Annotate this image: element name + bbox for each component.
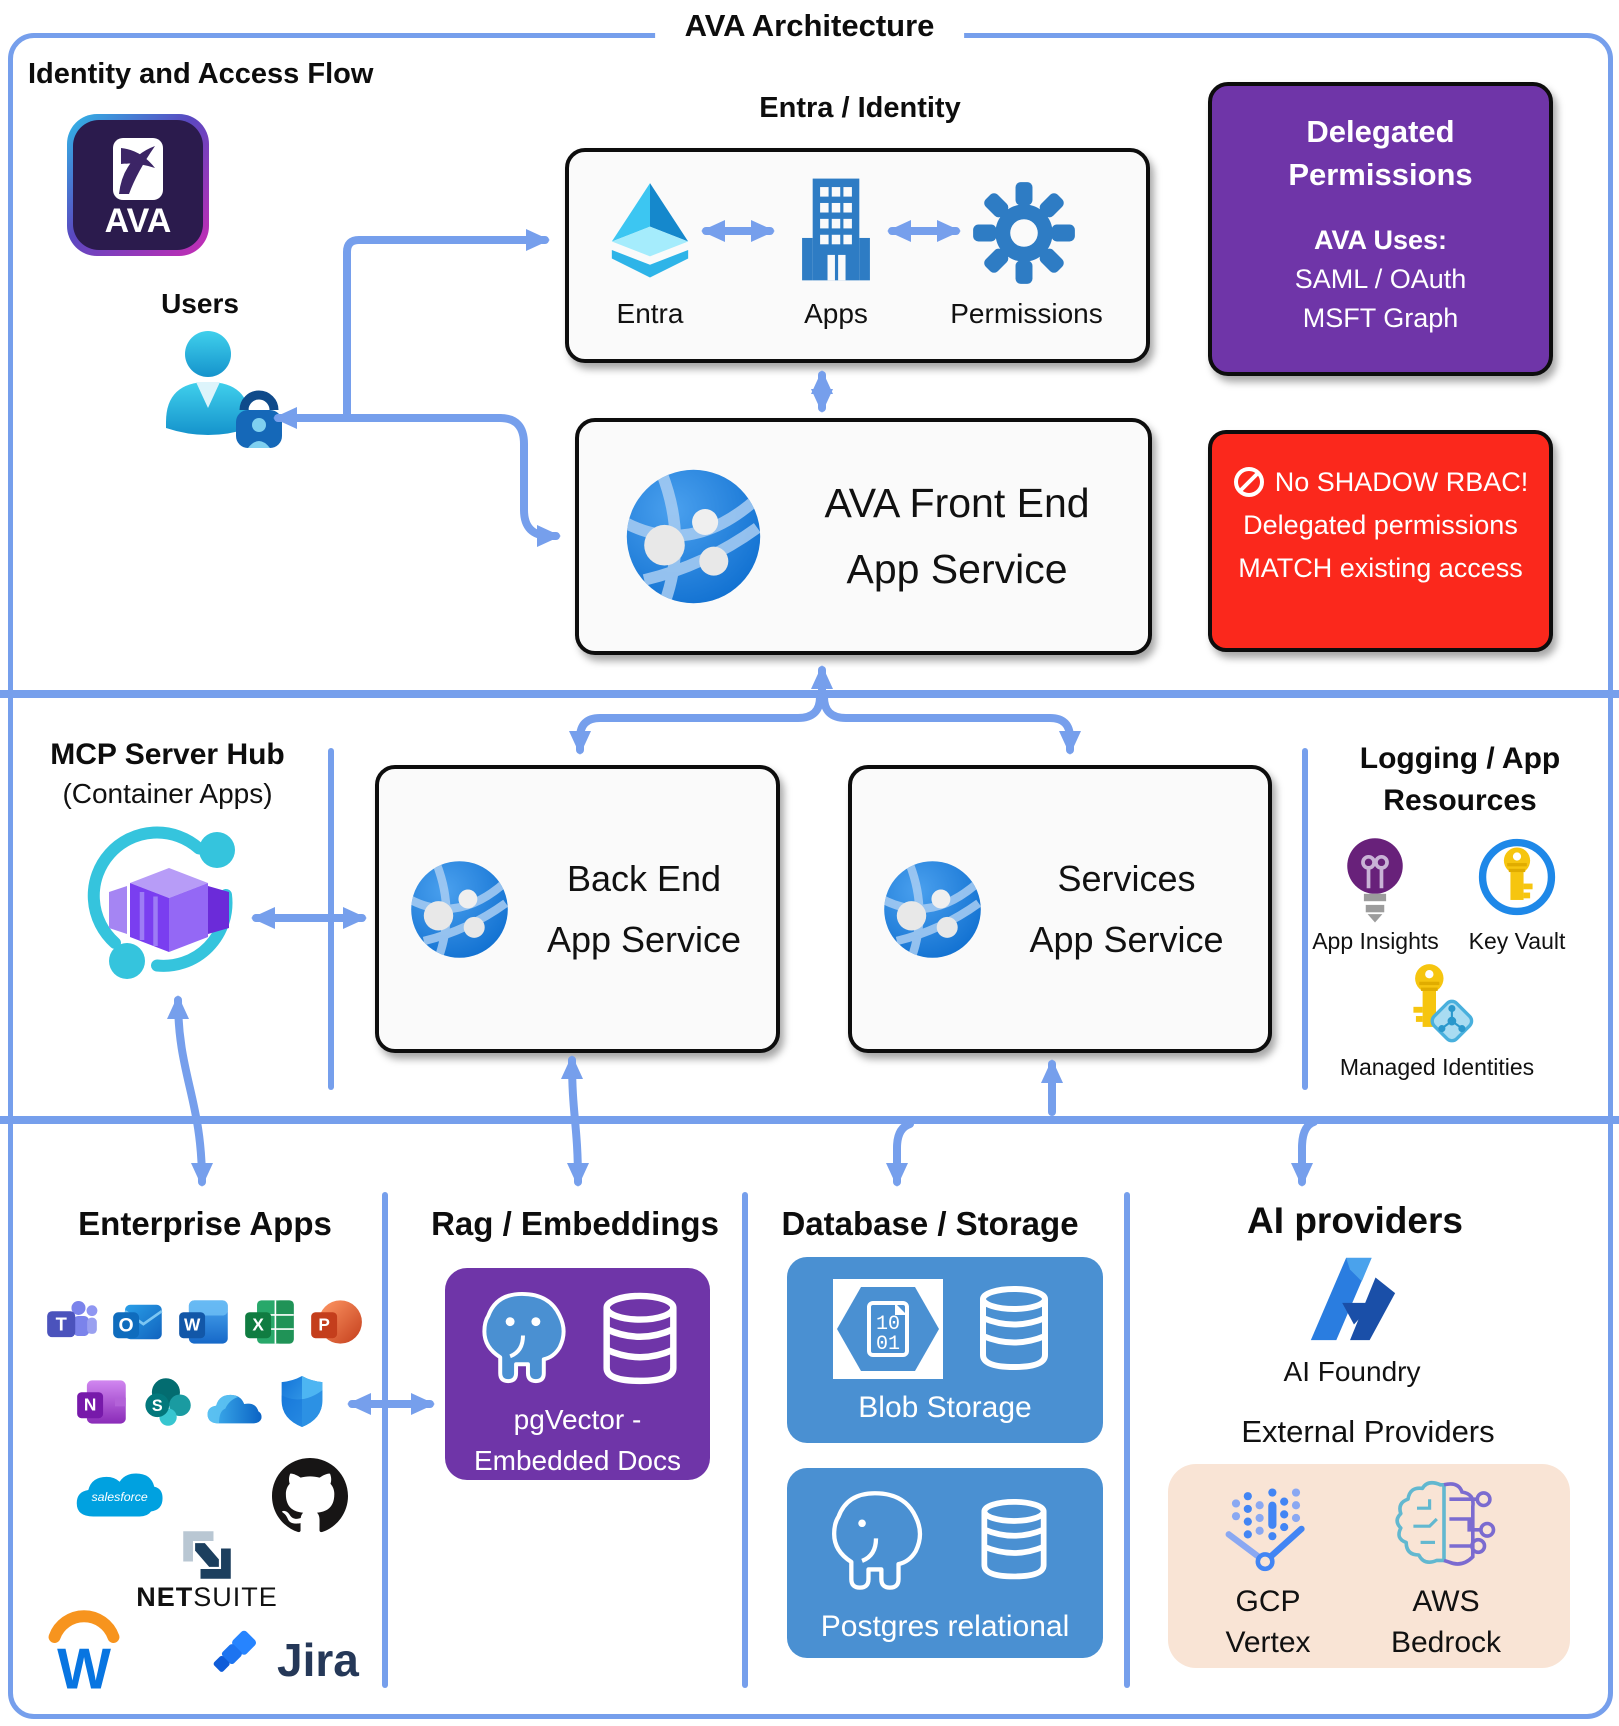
- apps-label: Apps: [804, 298, 868, 329]
- powerpoint-icon: [309, 1295, 363, 1349]
- app-service-icon: [621, 464, 766, 609]
- sharepoint-icon: [140, 1375, 194, 1429]
- workday-icon: [38, 1598, 130, 1698]
- delegated-permissions-box: [1208, 82, 1553, 376]
- app-service-icon: [407, 857, 512, 962]
- blob-icon: [833, 1279, 943, 1379]
- ava-logo: [63, 110, 213, 260]
- pgvector-line2: Embedded Docs: [473, 1444, 681, 1476]
- postgres-label: Postgres relational: [820, 1610, 1070, 1643]
- key-vault-icon: [1476, 836, 1558, 918]
- svg-text:T: T: [55, 1313, 67, 1335]
- separator-database-ai: [1124, 1192, 1130, 1688]
- enterprise-heading: Enterprise Apps: [78, 1205, 332, 1242]
- app-insights-icon: [1338, 832, 1412, 926]
- backend-box: [375, 765, 780, 1053]
- frontend-line2: App Service: [846, 545, 1068, 592]
- separator-rag-database: [742, 1192, 748, 1688]
- external-providers-box: [1168, 1464, 1570, 1668]
- svg-text:W: W: [57, 1637, 111, 1698]
- page-title: AVA Architecture: [655, 8, 965, 44]
- app-insights-label: App Insights: [1312, 928, 1439, 954]
- onenote-icon: [75, 1375, 129, 1429]
- entra-group-title: Entra / Identity: [759, 92, 961, 124]
- svg-text:X: X: [252, 1314, 264, 1335]
- pgvector-box: [445, 1268, 710, 1480]
- ai-foundry-label: AI Foundry: [1283, 1356, 1421, 1387]
- separator-logging: [1302, 748, 1308, 1090]
- managed-identities-icon: [1392, 960, 1480, 1052]
- teams-icon: [45, 1295, 99, 1349]
- jira-logo: [205, 1628, 359, 1692]
- excel-icon: [243, 1295, 297, 1349]
- netsuite-label: NETSUITE: [136, 1582, 278, 1612]
- delegated-line2: MSFT Graph: [1302, 302, 1459, 333]
- warning-line2: Delegated permissions: [1243, 510, 1518, 540]
- github-icon: [272, 1458, 348, 1534]
- services-box: [848, 765, 1272, 1053]
- lock-icon: [236, 395, 282, 448]
- gcp-label-line1: GCP: [1235, 1585, 1301, 1618]
- salesforce-icon: [68, 1462, 168, 1528]
- ai-foundry-icon: [1293, 1250, 1411, 1348]
- svg-text:10: 10: [875, 1313, 901, 1336]
- key-vault-label: Key Vault: [1468, 928, 1566, 954]
- backend-line2: App Service: [546, 919, 742, 960]
- outlook-icon: [111, 1295, 165, 1349]
- entra-icon: [597, 180, 703, 286]
- permissions-label: Permissions: [950, 298, 1103, 329]
- permissions-gear-icon: [971, 180, 1077, 286]
- postgres-outline-icon: [817, 1482, 935, 1600]
- container-apps-icon: [85, 818, 250, 990]
- mcp-heading: [25, 738, 310, 810]
- pgvector-line1: pgVector -: [513, 1404, 642, 1435]
- ava-logo-text: AVA: [104, 202, 172, 240]
- mcp-title: MCP Server Hub: [50, 738, 285, 771]
- logging-heading: [1315, 738, 1605, 822]
- logging-title-line1: Logging / App: [1359, 742, 1561, 775]
- warning-line3: MATCH existing access: [1238, 553, 1523, 583]
- onedrive-icon: [205, 1388, 265, 1428]
- aws-bedrock-icon: [1390, 1474, 1498, 1582]
- mcp-subtitle: (Container Apps): [62, 778, 273, 809]
- database-icon: [975, 1498, 1053, 1586]
- warning-box: [1208, 430, 1553, 652]
- blob-storage-box: [787, 1257, 1103, 1443]
- database-heading: Database / Storage: [781, 1205, 1079, 1242]
- defender-icon: [276, 1374, 328, 1430]
- services-line2: App Service: [1029, 919, 1224, 960]
- database-icon: [973, 1285, 1055, 1377]
- svg-text:O: O: [118, 1314, 134, 1337]
- divider-bottom: [0, 1116, 1619, 1124]
- ai-heading: AI providers: [1247, 1200, 1463, 1241]
- app-service-icon: [880, 857, 985, 962]
- delegated-title: Delegated Permissions: [1288, 114, 1473, 193]
- delegated-subtitle: AVA Uses:: [1313, 224, 1448, 255]
- svg-text:N: N: [83, 1394, 97, 1415]
- rag-heading: Rag / Embeddings: [431, 1205, 719, 1242]
- svg-text:S: S: [151, 1397, 163, 1416]
- separator-mcp: [328, 748, 334, 1090]
- backend-line1: Back End: [566, 857, 722, 899]
- database-icon: [597, 1290, 683, 1390]
- gcp-vertex-icon: [1216, 1478, 1316, 1578]
- frontend-line1: AVA Front End: [824, 479, 1090, 526]
- blob-storage-label: Blob Storage: [858, 1391, 1032, 1424]
- external-providers-label: External Providers: [1241, 1414, 1495, 1449]
- frontend-box: [575, 418, 1152, 655]
- svg-text:salesforce: salesforce: [91, 1489, 148, 1504]
- no-entry-icon: [1233, 466, 1265, 498]
- postgres-icon: [467, 1286, 579, 1390]
- svg-text:W: W: [183, 1314, 201, 1335]
- aws-label-line2: Bedrock: [1390, 1625, 1502, 1659]
- netsuite-icon: [180, 1528, 234, 1582]
- separator-enterprise-rag: [382, 1192, 388, 1688]
- identity-flow-heading: Identity and Access Flow: [28, 58, 374, 90]
- entra-box: [565, 148, 1150, 363]
- divider-top: [0, 690, 1619, 698]
- entra-label: Entra: [616, 298, 684, 329]
- services-line1: Services: [1057, 857, 1196, 899]
- managed-identities-label: Managed Identities: [1339, 1054, 1535, 1080]
- postgres-box: [787, 1468, 1103, 1658]
- svg-text:01: 01: [875, 1333, 901, 1356]
- user-icon: [152, 326, 292, 456]
- warning-line1: No SHADOW RBAC!: [1274, 466, 1529, 497]
- aws-label-line1: AWS: [1412, 1585, 1480, 1618]
- jira-label: Jira: [277, 1634, 359, 1686]
- svg-text:P: P: [318, 1314, 330, 1335]
- users-label: Users: [161, 288, 239, 319]
- jira-icon: [205, 1628, 269, 1692]
- apps-building-icon: [783, 174, 889, 286]
- word-icon: [177, 1295, 231, 1349]
- gcp-label-line2: Vertex: [1225, 1625, 1311, 1659]
- delegated-line1: SAML / OAuth: [1294, 263, 1467, 294]
- logging-title-line2: Resources: [1383, 784, 1537, 817]
